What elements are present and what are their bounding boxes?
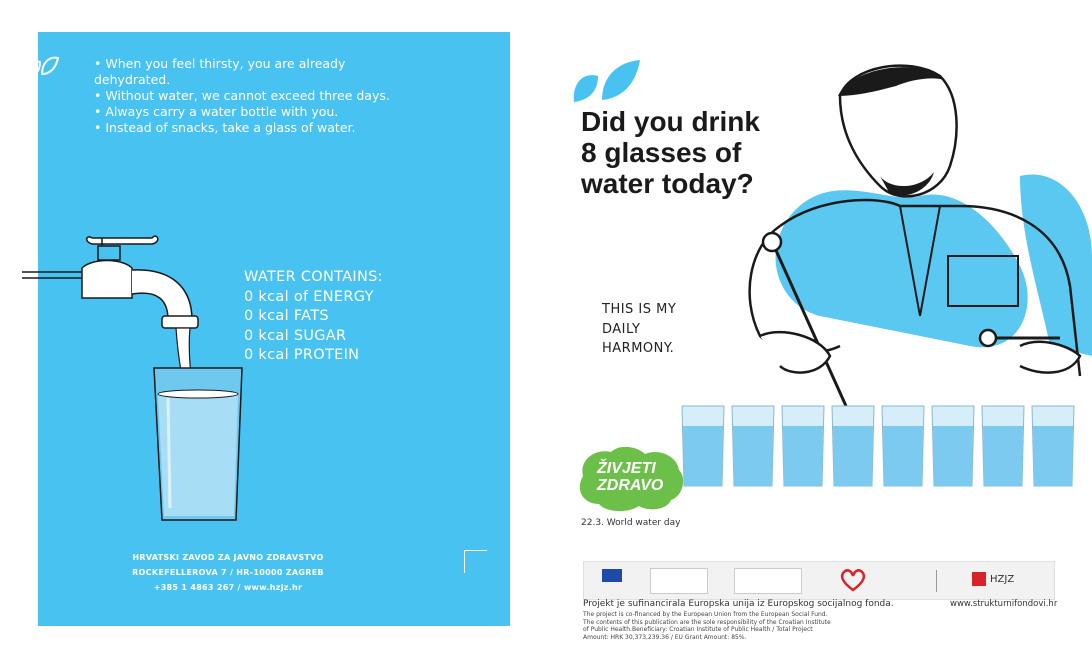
leaf-icon [570,54,642,106]
tip-item: • Instead of snacks, take a glass of water. [94,120,356,135]
badge-text [597,460,663,494]
disclaimer-line: of Public Health.Beneficiary: Croatian Institute of Public Health / Total Project [583,626,813,633]
cofinanced-text: Projekt je sufinancirala Europska unija iz Europskog socijalnog fonda. [583,599,894,609]
headline-line: Did you drink [581,106,760,137]
org-contact: +385 1 4863 267 / www.hzjz.hr [153,583,303,592]
world-water-day: 22.3. World water day [581,518,681,528]
ministry-logo-icon [838,568,868,592]
harmony-line: DAILY [602,321,641,337]
glass-illustration [148,328,258,528]
contains-line: 0 kcal FATS [244,308,329,324]
contains-line: 0 kcal PROTEIN [244,347,360,363]
tip-item: • When you feel thirsty, you are already dehydrated. [94,56,346,87]
disclaimer-line: Amount: HRK 30,373,239.36 / EU Grant Amount: 85%. [583,633,747,641]
footer-left [38,550,418,595]
water-contains [244,268,383,366]
tip-item: • Without water, we cannot exceed three days. [94,88,390,103]
tip-item: • Always carry a water bottle with you. [94,104,339,119]
contains-title: WATER CONTAINS: [244,269,383,285]
org-name: HRVATSKI ZAVOD ZA JAVNO ZDRAVSTVO [132,553,324,562]
glass-icon [882,406,924,486]
contains-line: 0 kcal of ENERGY [244,288,374,305]
hzjz-mark-icon [972,572,986,586]
hzjz-text: HZJZ [990,573,1015,585]
hzjz-logo [972,572,1014,586]
org-address: ROCKEFELLEROVA 7 / HR-10000 ZAGREB [132,568,324,577]
glass-icon [1032,406,1074,486]
faucet-illustration [22,228,222,338]
harmony-line: THIS IS MY [602,302,677,317]
glass-icon [682,406,724,486]
disclaimer-line: The contents of this publication are the sole responsibility of the Croatian Institute [583,618,831,626]
leaf-icon [26,54,60,78]
glass-icon [832,406,874,486]
logo-bar [583,561,1055,600]
eu-flag-icon [602,569,622,582]
badge-line: ŽIVJETI [597,460,656,477]
harmony-text [602,300,676,359]
glass-icon [782,406,824,486]
logo-block [734,568,802,594]
headline-line: water today? [581,168,754,199]
disclaimer [583,611,873,641]
contains-line: 0 kcal SUGAR [244,327,347,344]
corner-mark [464,550,487,573]
divider [936,570,937,592]
glass-icon [932,406,974,486]
badge-line: ZDRAVO [597,477,664,494]
disclaimer-line: The project is co-financed by the European Union from the European Social Fund. [583,611,828,618]
man-illustration [720,56,1092,416]
logo-block [650,568,708,594]
left-panel [38,32,510,626]
funds-url[interactable]: www.strukturnifondovi.hr [950,599,1058,609]
tips-list [94,56,414,136]
headline-line: 8 glasses of [581,137,742,168]
glass-icon [982,406,1024,486]
glasses-row [680,404,1076,488]
harmony-line: HARMONY. [602,341,675,356]
glass-icon [732,406,774,486]
